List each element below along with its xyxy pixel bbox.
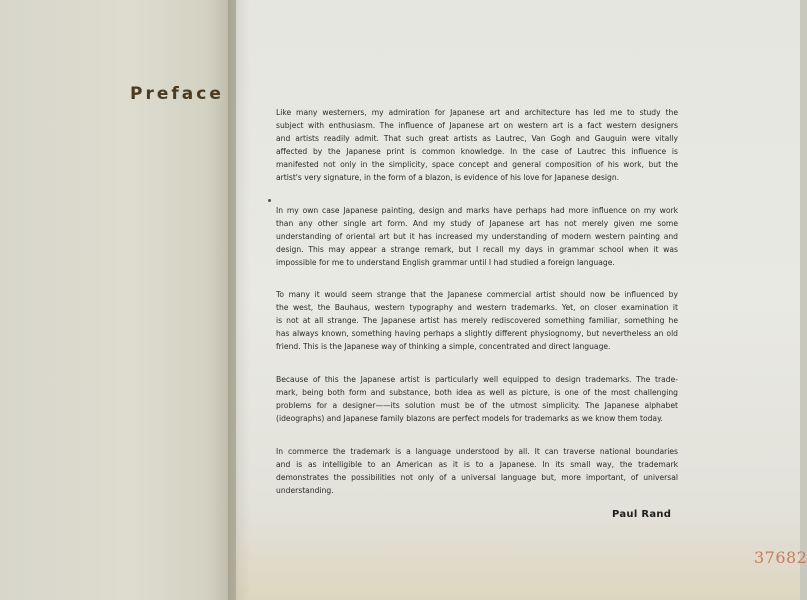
book-gutter [228,0,250,600]
text-line: problems for a designer——its solution must be of the utmost simplicity. The Japanese alphabet [276,400,678,410]
text-line: artist's very signature, in the form of a blazon, is evidence of his love for Japanese design. [276,173,620,183]
text-line: In commerce the trademark is a language understood by all. It can traverse national boundaries [276,446,678,456]
text-line: impossible for me to understand English grammar until I had studied a foreign language. [276,257,615,267]
paragraph-5 [276,445,678,497]
text-line: To many it would seem strange that the Japanese commercial artist should now be influenced by [276,290,678,300]
text-line: In my own case Japanese painting, design and marks have perhaps had more influence on my work [276,205,678,215]
library-stamp: 37682 [754,548,807,567]
text-line: is not at all strange. The Japanese artist has merely rediscovered something familiar, something he [276,316,678,326]
paragraph-2 [276,204,678,269]
text-line: subject with enthusiasm. The influence of Japanese art on western art is a fact western designers [276,121,678,131]
text-line: (ideographs) and Japanese family blazons are perfect models for trademarks as we know them today. [276,413,663,423]
pen-mark [268,199,271,202]
text-line: understanding of oriental art but it has increased my understanding of modern western painting and [276,231,678,241]
text-line: manifested not only in the simplicity, space concept and general composition of his work, but the [276,160,678,170]
text-line: and artists readily admit. That such great artists as Lautrec, Van Gogh and Gauguin were vitally [276,134,678,144]
page-title: Preface [130,84,224,104]
text-line: understanding. [276,486,334,496]
text-line: friend. This is the Japanese way of thinking a simple, concentrated and direct language. [276,342,611,352]
text-line: design. This may appear a strange remark, but I recall my days in grammar school when it was [276,244,678,254]
paragraph-4 [276,373,678,425]
text-line: Because of this the Japanese artist is particularly well equipped to design trademarks. The trade- [276,374,678,384]
text-line: mark, being both form and substance, both idea as well as picture, is one of the most challenging [276,387,678,397]
text-line: demonstrates the possibilities not only of a universal language but, more important, of universal [276,473,678,483]
text-line: Like many westerners, my admiration for Japanese art and architecture has led me to study the [276,108,678,117]
paragraph-3 [276,288,678,353]
preface-body [276,106,678,497]
text-line: affected by the Japanese print is common knowledge. In the case of Lautrec this influence is [276,147,678,157]
paragraph-1 [276,106,678,185]
author-signature: Paul Rand [612,509,672,520]
text-line: has always known, something having perhaps a slightly different physiognomy, but nevertheless an old [276,329,678,339]
text-line: than any other single art form. And my study of Japanese art has not merely given me some [276,218,678,228]
text-line: the west, the Bauhaus, western typography and western trademarks. Yet, on closer examination it [276,303,678,313]
text-line: and is as intelligible to an American as it is to a Japanese. In its small way, the trademark [276,459,678,469]
